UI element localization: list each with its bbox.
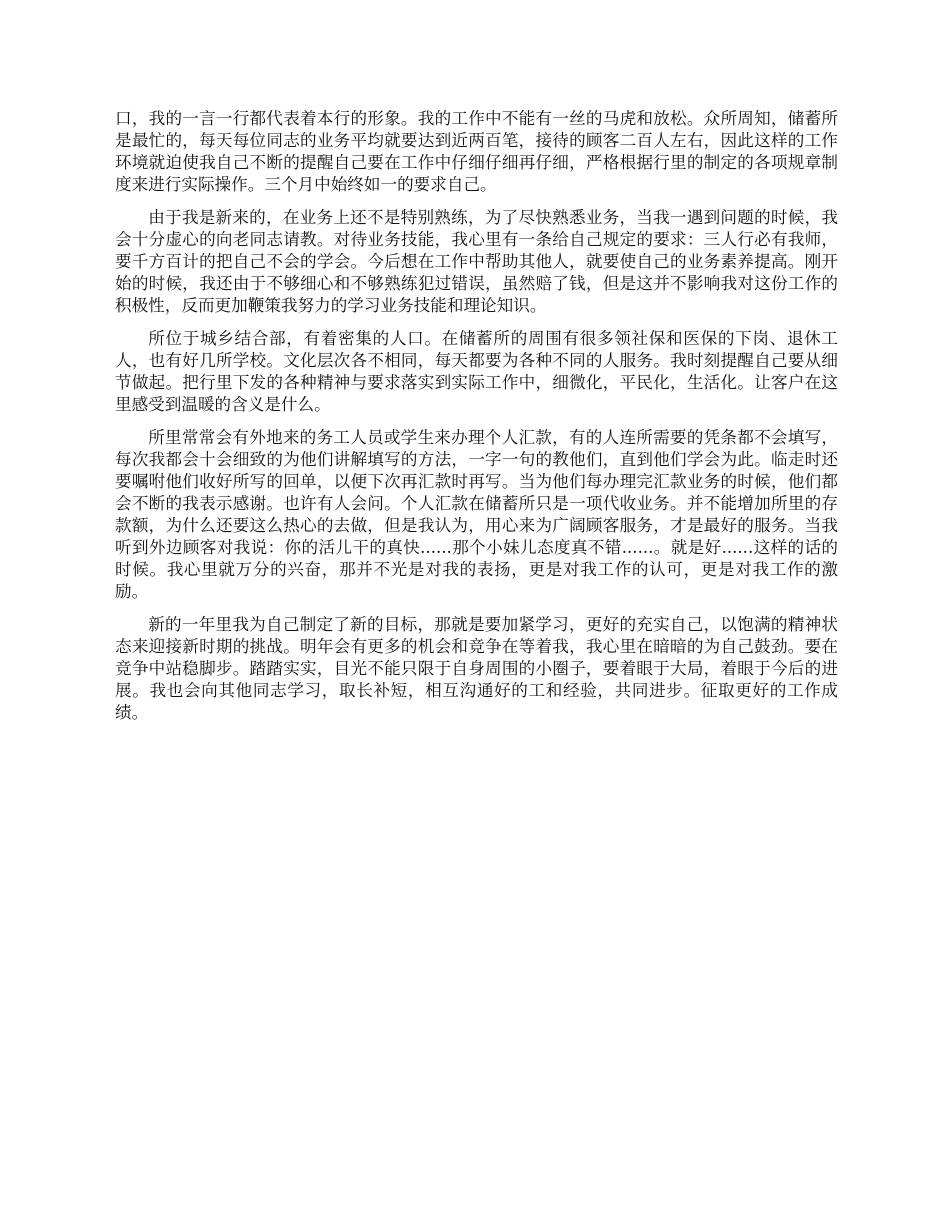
document-body [115,108,838,735]
paragraph-4: 所里常常会有外地来的务工人员或学生来办理个人汇款，有的人连所需要的凭条都不会填写，每次我都会十会细致的为他们讲解填写的方法，一字一句的教他们，直到他们学会为此。临走时还要嘱咐他们收好所写的回单，以便下次再汇款时再写。当为他们每办理完汇款业务的时候，他们都会不断的我表示感谢。也许有人会问。个人汇款在储蓄所只是一项代收业务。并不能增加所里的存款额，为什么还要这么热心的去做，但是我认为，用心来为广阔顾客服务，才是最好的服务。当我听到外边顾客对我说：你的活儿干的真快......那个小妹儿态度真不错......。就是好......这样的话的时候。我心里就万分的兴奋，那并不光是对我的表扬，更是对我工作的认可，更是对我工作的激励。 [115,428,838,601]
paragraph-1: 口，我的一言一行都代表着本行的形象。我的工作中不能有一丝的马虎和放松。众所周知，储蓄所是最忙的，每天每位同志的业务平均就要达到近两百笔，接待的顾客二百人左右，因此这样的工作环境就迫使我自己不断的提醒自己要在工作中仔细仔细再仔细，严格根据行里的制定的各项规章制度来进行实际操作。三个月中始终如一的要求自己。 [115,109,838,194]
paragraph-5: 新的一年里我为自己制定了新的目标，那就是要加紧学习，更好的充实自己，以饱满的精神状态来迎接新时期的挑战。明年会有更多的机会和竞争在等着我，我心里在暗暗的为自己鼓劲。要在竞争中站稳脚步。踏踏实实，目光不能只限于自身周围的小圈子，要着眼于大局，着眼于今后的进展。我也会向其他同志学习，取长补短，相互沟通好的工和经验，共同进步。征取更好的工作成绩。 [115,615,838,722]
paragraph-3: 所位于城乡结合部，有着密集的人口。在储蓄所的周围有很多领社保和医保的下岗、退休工人，也有好几所学校。文化层次各不相同，每天都要为各种不同的人服务。我时刻提醒自己要从细节做起。把行里下发的各种精神与要求落实到实际工作中，细微化，平民化，生活化。让客户在这里感受到温暖的含义是什么。 [115,329,838,414]
paragraph-2: 由于我是新来的，在业务上还不是特别熟练，为了尽快熟悉业务，当我一遇到问题的时候，我会十分虚心的向老同志请教。对待业务技能，我心里有一条给自己规定的要求：三人行必有我师，要千方百计的把自己不会的学会。今后想在工作中帮助其他人，就要使自己的业务素养提高。刚开始的时候，我还由于不够细心和不够熟练犯过错误，虽然赔了钱，但是这并不影响我对这份工作的积极性，反而更加鞭策我努力的学习业务技能和理论知识。 [115,208,838,315]
